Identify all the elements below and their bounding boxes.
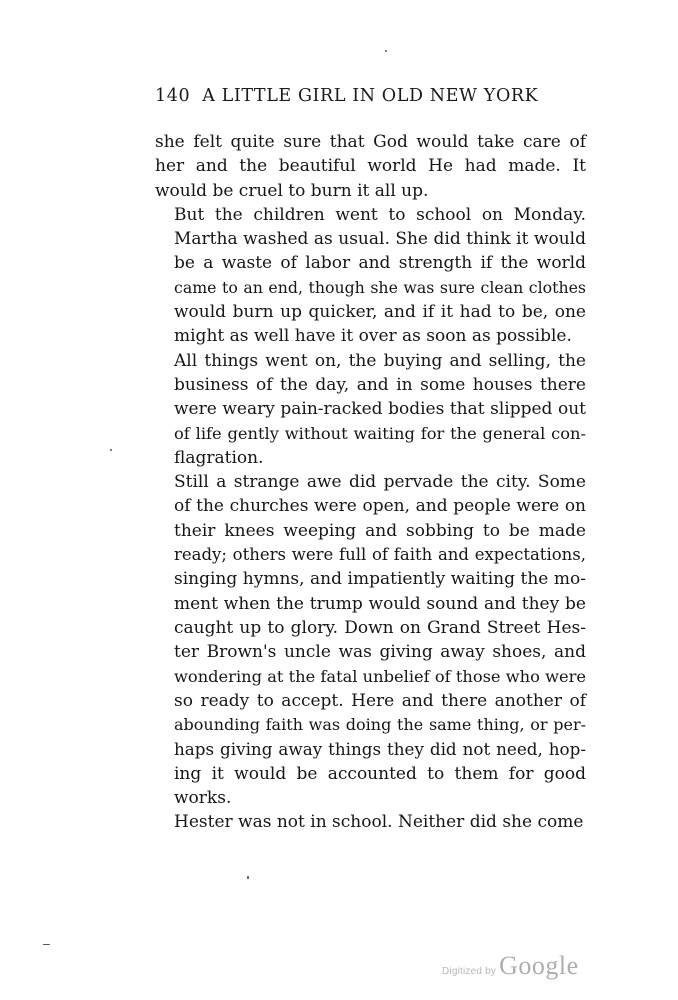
text-line: her and the beautiful world He had made. It <box>155 156 586 177</box>
text-line: But the children went to school on Monday. <box>174 204 586 225</box>
running-title: A LITTLE GIRL IN OLD NEW YORK <box>202 86 539 106</box>
text-line: might as well have it over as soon as possible. <box>174 326 572 347</box>
digitized-by-google-watermark <box>442 951 579 981</box>
paragraph <box>155 470 586 810</box>
text-line: ter Brown's uncle was giving away shoes, and <box>174 642 586 663</box>
text-line: abounding faith was doing the same thing, or per- <box>174 715 586 735</box>
text-line: haps giving away things they did not need, hop- <box>174 739 586 760</box>
text-line: of life gently without waiting for the general con- <box>174 423 586 443</box>
text-line: of the churches were open, and people were on <box>174 496 586 517</box>
text-line: came to an end, though she was sure clean clothes <box>174 277 586 297</box>
text-line: wondering at the fatal unbelief of those who were <box>174 666 586 686</box>
page-number: 140 <box>155 86 191 106</box>
text-line: business of the day, and in some houses there <box>174 374 586 395</box>
google-logo: Google <box>499 951 579 980</box>
text-line: would burn up quicker, and if it had to be, one <box>174 302 586 323</box>
body-text <box>155 130 586 835</box>
scan-speck <box>385 50 387 52</box>
text-line: their knees weeping and sobbing to be made <box>174 520 586 541</box>
scan-speck <box>247 876 249 879</box>
text-line: were weary pain-racked bodies that slipped out <box>174 399 586 420</box>
text-line: All things went on, the buying and selling, the <box>174 350 586 371</box>
watermark-prefix: Digitized by <box>442 966 497 977</box>
text-line: works. <box>174 788 232 809</box>
text-line: she felt quite sure that God would take care of <box>155 132 586 152</box>
scan-speck <box>43 944 50 945</box>
text-line: would be cruel to burn it all up. <box>155 180 429 201</box>
text-line: flagration. <box>174 447 264 468</box>
paragraph <box>155 349 586 470</box>
text-line: ment when the trump would sound and they be <box>174 593 586 614</box>
text-line: ready; others were full of faith and expectations, <box>174 545 586 565</box>
paragraph <box>155 810 586 834</box>
scan-speck <box>110 449 112 451</box>
text-line: so ready to accept. Here and there another of <box>174 690 586 711</box>
paragraph <box>155 203 586 349</box>
paragraph <box>155 130 586 203</box>
running-head <box>155 86 545 106</box>
text-line: singing hymns, and impatiently waiting the mo- <box>174 569 586 590</box>
text-line: caught up to glory. Down on Grand Street Hes- <box>174 617 586 638</box>
text-line: Still a strange awe did pervade the city. Some <box>174 472 586 493</box>
text-line: ing it would be accounted to them for good <box>174 763 586 784</box>
text-line: Martha washed as usual. She did think it would <box>174 229 586 250</box>
text-line: be a waste of labor and strength if the world <box>174 253 586 274</box>
text-line: Hester was not in school. Neither did she come <box>174 812 584 833</box>
